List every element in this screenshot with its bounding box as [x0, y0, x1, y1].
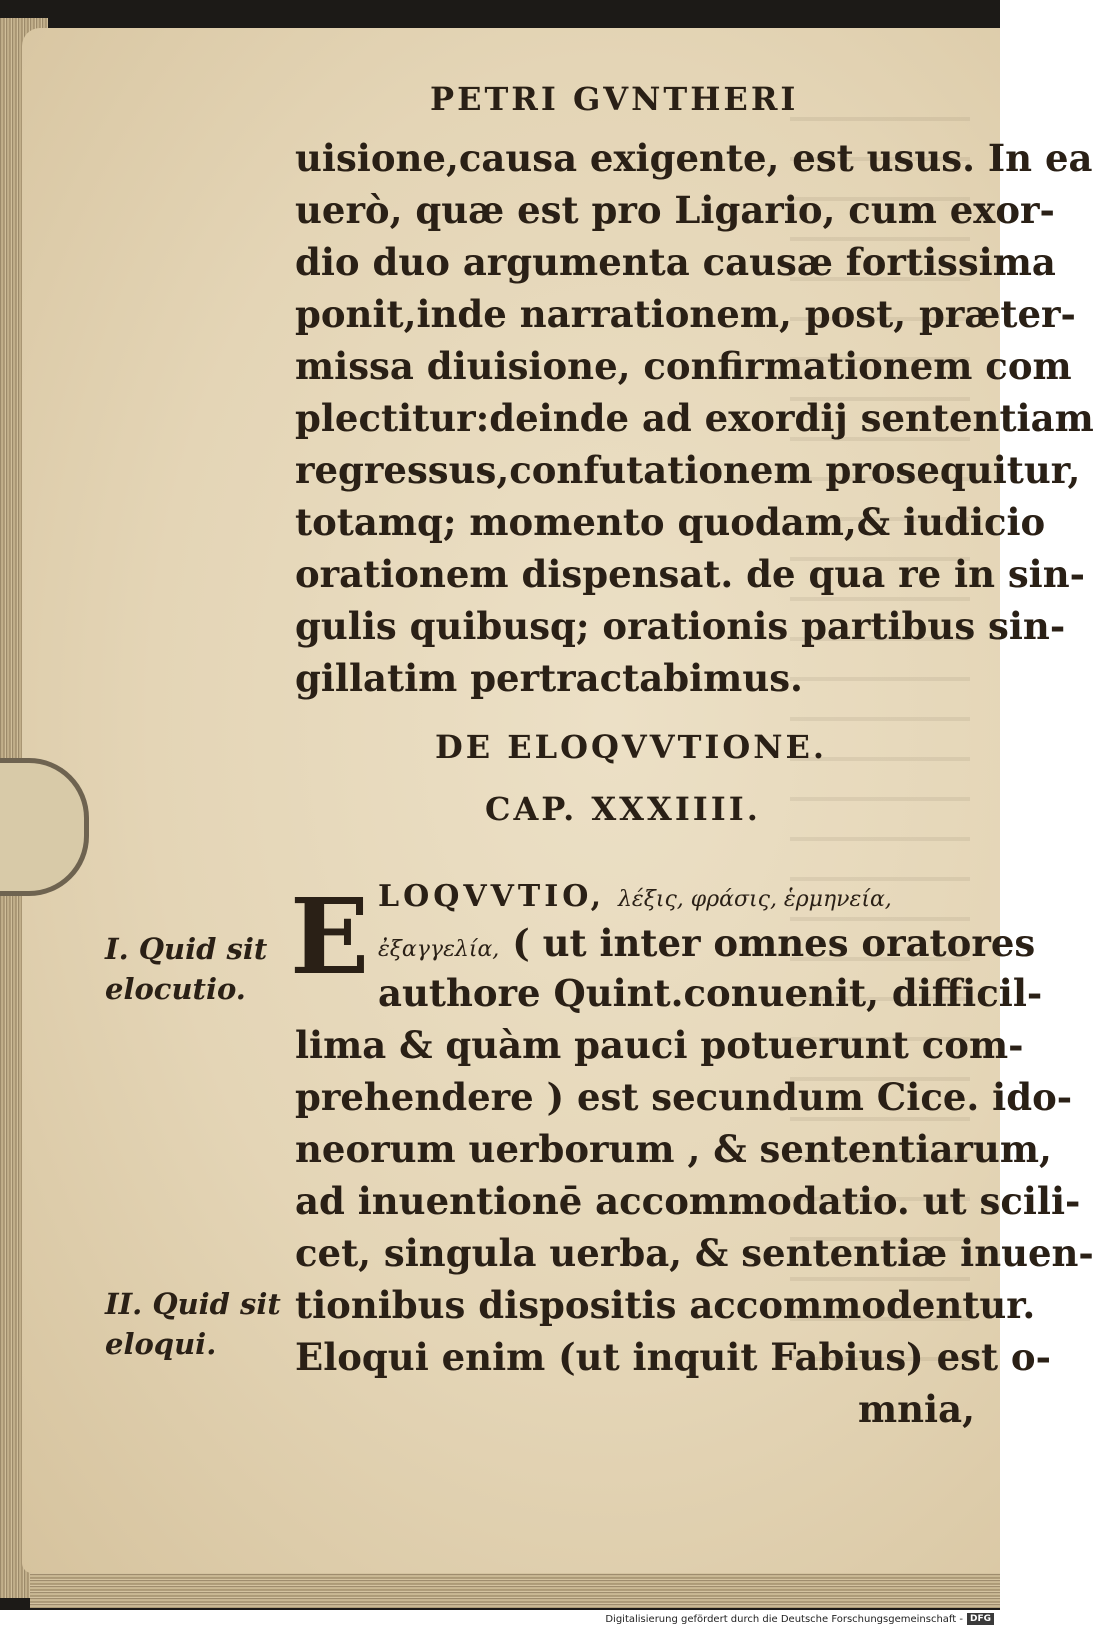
body-line: Eloqui enim (ut inquit Fabius) est o- — [295, 1335, 1051, 1379]
chapter-title: DE ELOQVVTIONE. — [435, 728, 828, 766]
body-line: uerò, quæ est pro Ligario, cum exor- — [295, 188, 1055, 232]
second-line-greek: ἐξαγγελία, — [378, 937, 500, 962]
marginal-note: II. Quid sit — [105, 1287, 281, 1321]
body-line: missa diuisione, confirmationem com — [295, 344, 1072, 388]
chapter-number: CAP. XXXIIII. — [485, 790, 761, 828]
second-line — [378, 921, 1036, 965]
body-line: ad inuentionē accommodatio. ut scili- — [295, 1179, 1081, 1223]
body-line: plectitur:deinde ad exordij sententiam — [295, 396, 1094, 440]
body-line: neorum uerborum , & sententiarum, — [295, 1127, 1052, 1171]
marginal-note: I. Quid sit — [105, 932, 268, 966]
body-line: orationem dispensat. de qua re in sin- — [295, 552, 1085, 596]
running-head: PETRI GVNTHERI — [430, 80, 799, 118]
body-line: dio duo argumenta causæ fortissima — [295, 240, 1056, 284]
body-line: totamq; momento quodam,& iudicio — [295, 500, 1046, 544]
body-line: uisione,causa exigente, est usus. In ea — [295, 136, 1093, 180]
body-line: gillatim pertractabimus. — [295, 656, 803, 700]
body-line: lima & quàm pauci potuerunt com- — [295, 1023, 1024, 1067]
drop-initial: E — [290, 875, 370, 998]
digitization-footer — [0, 1610, 1000, 1631]
marginal-note: elocutio. — [105, 972, 246, 1006]
body-line: ponit,inde narrationem, post, præter- — [295, 292, 1076, 336]
body-line: tionibus dispositis accommodentur. — [295, 1283, 1036, 1327]
body-line: regressus,confutationem prosequitur, — [295, 448, 1081, 492]
body-line: prehendere ) est secundum Cice. ido- — [295, 1075, 1073, 1119]
body-line: authore Quint.conuenit, difficil- — [378, 971, 1043, 1015]
body-line: cet, singula uerba, & sententiæ inuen- — [295, 1231, 1094, 1275]
first-line — [378, 875, 892, 912]
marginal-note: eloqui. — [105, 1327, 217, 1361]
second-line-rest: ( ut inter omnes oratores — [512, 921, 1036, 965]
body-line: gulis quibusq; orationis partibus sin- — [295, 604, 1066, 648]
page-bottom-edges — [30, 1568, 1000, 1608]
first-line-greek: λέξις, φράσις, ἑρμηνεία, — [617, 887, 892, 912]
footer-credit: Digitalisierung gefördert durch die Deutsche Forschungsgemeinschaft - — [605, 1614, 963, 1625]
catchword: mnia, — [858, 1387, 975, 1431]
dfg-logo: DFG — [967, 1613, 994, 1625]
first-line-caps: LOQVVTIO, — [378, 879, 606, 914]
